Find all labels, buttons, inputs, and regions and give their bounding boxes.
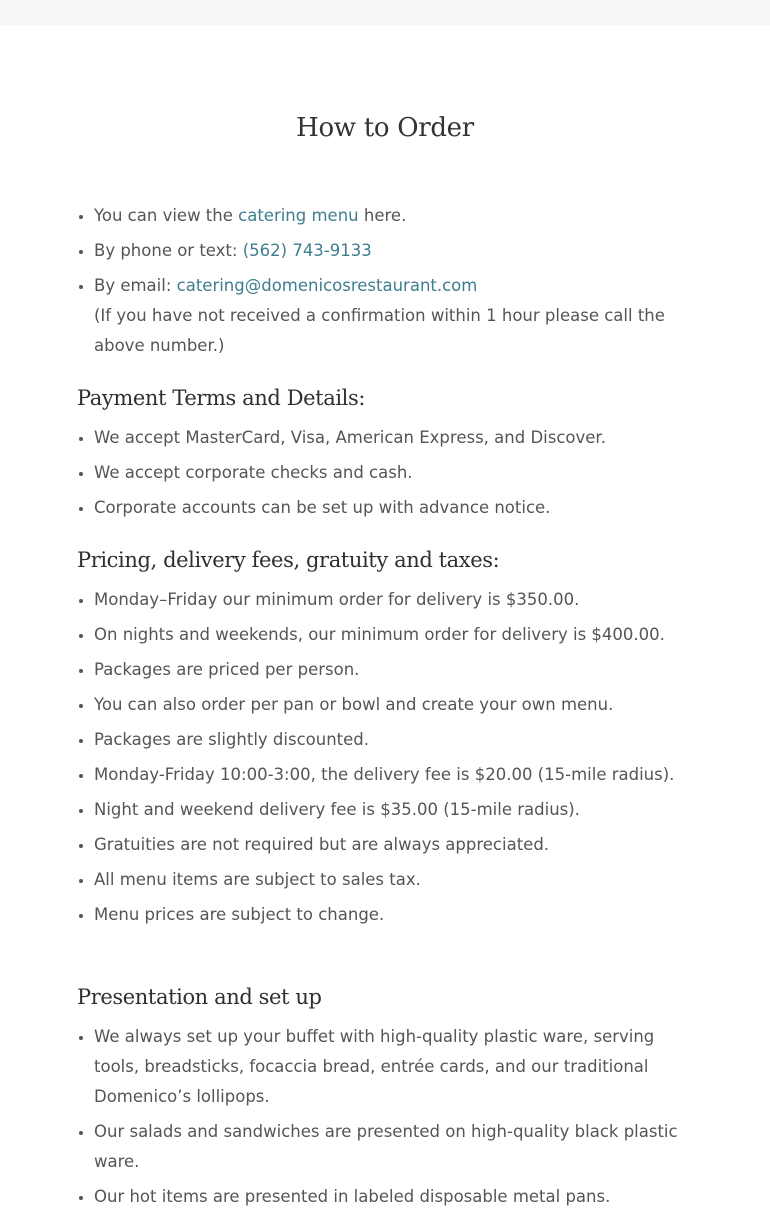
page-title: How to Order <box>296 113 474 143</box>
presentation-heading: Presentation and set up <box>77 985 322 1009</box>
list-item: • You can view the catering menu here. <box>94 201 697 231</box>
pricing-heading: Pricing, delivery fees, gratuity and taxes: <box>77 548 500 572</box>
top-bar-strip <box>0 0 770 25</box>
list-item: • Our salads and sandwiches are presented on high-quality black plastic ware. <box>94 1117 697 1177</box>
list-item: • Night and weekend delivery fee is $35.00 (15-mile radius). <box>94 795 697 825</box>
pricing-list <box>77 585 697 935</box>
email-link[interactable]: catering@domenicosrestaurant.com <box>176 276 478 295</box>
confirmation-note: (If you have not received a confirmation within 1 hour please call the above number.) <box>94 306 665 355</box>
list-item: • We always set up your buffet with high-quality plastic ware, serving tools, breadsticks, focaccia bread, entrée cards, and our traditional Domenico’s lollipops. <box>94 1022 697 1112</box>
payment-heading: Payment Terms and Details: <box>77 386 366 410</box>
list-item: • All menu items are subject to sales tax. <box>94 865 697 895</box>
list-item: • We accept corporate checks and cash. <box>94 458 697 488</box>
catering-menu-link[interactable]: catering menu <box>238 206 359 225</box>
phone-link[interactable]: (562) 743-9133 <box>242 241 372 260</box>
list-item: • You can also order per pan or bowl and create your own menu. <box>94 690 697 720</box>
list-item: • On nights and weekends, our minimum order for delivery is $400.00. <box>94 620 697 650</box>
order-methods-list <box>77 201 697 366</box>
list-item: • By email: catering@domenicosrestaurant.com (If you have not received a confirmation within 1 hour please call the above number.) <box>94 271 697 361</box>
list-item: • Menu prices are subject to change. <box>94 900 697 930</box>
list-item: • Packages are slightly discounted. <box>94 725 697 755</box>
presentation-list <box>77 1022 697 1217</box>
list-item: • Our hot items are presented in labeled disposable metal pans. <box>94 1182 697 1212</box>
list-item: • Packages are priced per person. <box>94 655 697 685</box>
payment-list <box>77 423 697 528</box>
list-item: • Monday-Friday 10:00-3:00, the delivery fee is $20.00 (15-mile radius). <box>94 760 697 790</box>
list-item: • By phone or text: (562) 743-9133 <box>94 236 697 266</box>
list-item: • Corporate accounts can be set up with advance notice. <box>94 493 697 523</box>
list-item: • Monday–Friday our minimum order for delivery is $350.00. <box>94 585 697 615</box>
list-item: • Gratuities are not required but are always appreciated. <box>94 830 697 860</box>
list-item: • We accept MasterCard, Visa, American Express, and Discover. <box>94 423 697 453</box>
